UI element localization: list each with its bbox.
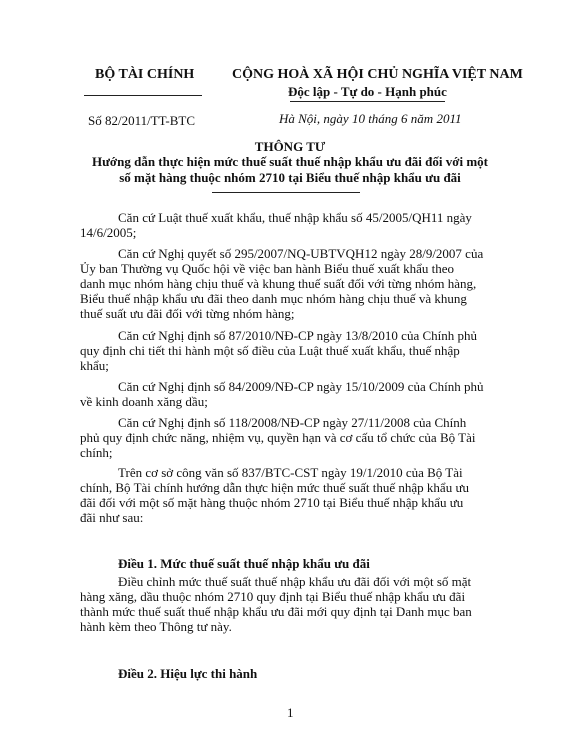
text-line: thành mức thuế suất thuế nhập khẩu ưu đãi mới quy định tại Danh mục ban — [80, 604, 472, 619]
article-2-heading: Điều 2. Hiệu lực thi hành — [118, 666, 258, 681]
preamble-decree-84 — [80, 379, 484, 409]
preamble-law — [80, 210, 480, 240]
republic-name: CỘNG HOÀ XÃ HỘI CHỦ NGHĨA VIỆT NAM — [232, 67, 523, 82]
text-line: Căn cứ Nghị quyết số 295/2007/NQ-UBTVQH12 ngày 28/9/2007 của — [118, 246, 484, 261]
text-line: Căn cứ Nghị định số 87/2010/NĐ-CP ngày 13/8/2010 của Chính phủ — [118, 328, 477, 343]
ministry-underline — [84, 95, 202, 96]
text-line: khẩu; — [80, 358, 109, 373]
text-line: hành kèm theo Thông tư này. — [80, 619, 232, 634]
document-title — [40, 154, 540, 186]
text-line: đãi như sau: — [80, 510, 144, 525]
text-line: chính, Bộ Tài chính hướng dẫn thực hiện mức thuế suất thuế nhập khẩu ưu — [80, 480, 469, 495]
text-line: Biểu thuế nhập khẩu ưu đãi theo danh mục nhóm hàng chịu thuế và khung — [80, 291, 467, 306]
text-line: Điều chỉnh mức thuế suất thuế nhập khẩu ưu đãi đối với một số mặt — [118, 574, 472, 589]
text-line: Trên cơ sở công văn số 837/BTC-CST ngày 19/1/2010 của Bộ Tài — [118, 465, 463, 480]
preamble-official-letter — [80, 465, 480, 525]
title-line: Hướng dẫn thực hiện mức thuế suất thuế nhập khẩu ưu đãi đối với một — [92, 154, 488, 169]
page-number: 1 — [287, 705, 294, 720]
preamble-resolution — [80, 246, 484, 321]
text-line: danh mục nhóm hàng chịu thuế và khung thuế suất đối với từng nhóm hàng, — [80, 276, 477, 291]
text-line: Căn cứ Luật thuế xuất khẩu, thuế nhập khẩu số 45/2005/QH11 ngày — [118, 210, 472, 225]
text-line: 14/6/2005; — [80, 225, 137, 240]
text-line: Căn cứ Nghị định số 118/2008/NĐ-CP ngày 27/11/2008 của Chính — [118, 415, 467, 430]
text-line: hàng xăng, dầu thuộc nhóm 2710 quy định tại Biểu thuế nhập khẩu ưu đãi — [80, 589, 466, 604]
national-motto: Độc lập - Tự do - Hạnh phúc — [288, 84, 447, 99]
title-line: số mặt hàng thuộc nhóm 2710 tại Biểu thuế nhập khẩu ưu đãi — [119, 170, 461, 185]
ministry-name: BỘ TÀI CHÍNH — [95, 67, 195, 82]
title-underline — [212, 192, 360, 193]
text-line: thuế suất ưu đãi đối với từng nhóm hàng; — [80, 306, 295, 321]
article-1-body — [80, 574, 480, 634]
text-line: Ủy ban Thường vụ Quốc hội về việc ban hành Biểu thuế xuất khẩu theo — [80, 261, 454, 276]
text-line: phủ quy định chức năng, nhiệm vụ, quyền hạn và cơ cấu tổ chức của Bộ Tài — [80, 430, 476, 445]
document-type: THÔNG TƯ — [254, 139, 326, 154]
text-line: đãi đối với một số mặt hàng thuộc nhóm 2710 tại Biểu thuế nhập khẩu ưu — [80, 495, 464, 510]
motto-underline — [290, 101, 445, 102]
preamble-decree-118 — [80, 415, 480, 460]
article-1-heading: Điều 1. Mức thuế suất thuế nhập khẩu ưu đãi — [118, 556, 370, 571]
place-date: Hà Nội, ngày 10 tháng 6 năm 2011 — [279, 111, 462, 126]
text-line: chính; — [80, 445, 113, 460]
preamble-decree-87 — [80, 328, 480, 373]
text-line: quy định chi tiết thi hành một số điều của Luật thuế xuất khẩu, thuế nhập — [80, 343, 460, 358]
text-line: về kinh doanh xăng dầu; — [80, 394, 208, 409]
document-number: Số 82/2011/TT-BTC — [88, 113, 196, 128]
text-line: Căn cứ Nghị định số 84/2009/NĐ-CP ngày 15/10/2009 của Chính phủ — [118, 379, 484, 394]
